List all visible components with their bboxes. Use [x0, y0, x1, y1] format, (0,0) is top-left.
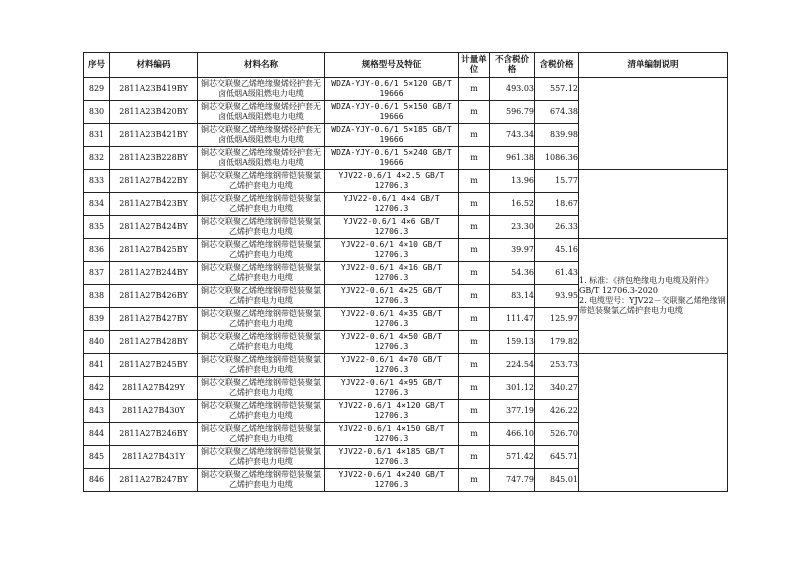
row-unit: m: [459, 423, 490, 446]
header-note: 清单编制说明: [579, 53, 728, 78]
row-code: 2811A27B247BY: [110, 469, 198, 492]
row-seq: 840: [84, 331, 110, 354]
header-seq: 序号: [84, 53, 110, 78]
row-code: 2811A27B427BY: [110, 308, 198, 331]
row-unit: m: [459, 285, 490, 308]
row-spec: YJV22-0.6/1 4×25 GB/T 12706.3: [325, 285, 459, 308]
row-spec: YJV22-0.6/1 4×35 GB/T 12706.3: [325, 308, 459, 331]
row-seq: 829: [84, 78, 110, 101]
row-unit: m: [459, 400, 490, 423]
row-spec: YJV22-0.6/1 4×16 GB/T 12706.3: [325, 262, 459, 285]
row-spec: YJV22-0.6/1 4×95 GB/T 12706.3: [325, 377, 459, 400]
row-name: 铜芯交联聚乙烯绝缘钢带铠装聚氯乙烯护套电力电缆: [198, 400, 325, 423]
table-body: [84, 78, 728, 492]
row-code: 2811A27B425BY: [110, 239, 198, 262]
row-price-ex: 466.10: [490, 423, 535, 446]
row-price-in: 839.98: [535, 124, 579, 147]
note-cell-empty: [579, 170, 728, 239]
row-name: 铜芯交联聚乙烯绝缘钢带铠装聚氯乙烯护套电力电缆: [198, 469, 325, 492]
row-seq: 838: [84, 285, 110, 308]
row-unit: m: [459, 331, 490, 354]
note-cell-empty: [579, 78, 728, 170]
row-code: 2811A27B424BY: [110, 216, 198, 239]
row-name: 铜芯交联聚乙烯绝缘钢带铠装聚氯乙烯护套电力电缆: [198, 193, 325, 216]
row-price-ex: 83.14: [490, 285, 535, 308]
row-price-ex: 596.79: [490, 101, 535, 124]
row-price-in: 45.16: [535, 239, 579, 262]
row-price-in: 426.22: [535, 400, 579, 423]
row-unit: m: [459, 101, 490, 124]
row-code: 2811A23B421BY: [110, 124, 198, 147]
row-seq: 835: [84, 216, 110, 239]
row-name: 铜芯交联聚乙烯绝缘聚烯烃护套无卤低烟A级阻燃电力电缆: [198, 101, 325, 124]
header-spec: 规格型号及特征: [325, 53, 459, 78]
row-spec: YJV22-0.6/1 4×6 GB/T 12706.3: [325, 216, 459, 239]
row-price-in: 674.38: [535, 101, 579, 124]
row-spec: WDZA-YJY-0.6/1 5×240 GB/T 19666: [325, 147, 459, 170]
row-code: 2811A27B423BY: [110, 193, 198, 216]
header-unit: 计量单位: [459, 53, 490, 78]
row-price-in: 15.77: [535, 170, 579, 193]
row-unit: m: [459, 239, 490, 262]
row-code: 2811A27B429Y: [110, 377, 198, 400]
row-code: 2811A27B246BY: [110, 423, 198, 446]
row-price-in: 253.73: [535, 354, 579, 377]
row-unit: m: [459, 377, 490, 400]
note-line-1: 1. 标准：《挤包绝缘电力电缆及附件》GB/T 12706.3-2020: [579, 276, 714, 295]
row-name: 铜芯交联聚乙烯绝缘钢带铠装聚氯乙烯护套电力电缆: [198, 239, 325, 262]
row-spec: YJV22-0.6/1 4×150 GB/T 12706.3: [325, 423, 459, 446]
row-name: 铜芯交联聚乙烯绝缘钢带铠装聚氯乙烯护套电力电缆: [198, 308, 325, 331]
row-price-in: 26.33: [535, 216, 579, 239]
row-price-in: 645.71: [535, 446, 579, 469]
row-price-in: 1086.36: [535, 147, 579, 170]
row-seq: 841: [84, 354, 110, 377]
row-spec: WDZA-YJY-0.6/1 5×150 GB/T 19666: [325, 101, 459, 124]
table-row: [84, 239, 728, 262]
row-unit: m: [459, 193, 490, 216]
header-name: 材料名称: [198, 53, 325, 78]
row-seq: 845: [84, 446, 110, 469]
row-code: 2811A27B430Y: [110, 400, 198, 423]
row-name: 铜芯交联聚乙烯绝缘钢带铠装聚氯乙烯护套电力电缆: [198, 423, 325, 446]
row-spec: YJV22-0.6/1 4×120 GB/T 12706.3: [325, 400, 459, 423]
row-price-in: 179.82: [535, 331, 579, 354]
row-price-in: 557.12: [535, 78, 579, 101]
row-price-ex: 493.03: [490, 78, 535, 101]
header-row: [84, 53, 728, 78]
row-seq: 836: [84, 239, 110, 262]
row-spec: WDZA-YJY-0.6/1 5×120 GB/T 19666: [325, 78, 459, 101]
row-price-ex: 13.96: [490, 170, 535, 193]
row-unit: m: [459, 262, 490, 285]
table-row: [84, 354, 728, 377]
row-spec: YJV22-0.6/1 4×70 GB/T 12706.3: [325, 354, 459, 377]
row-seq: 843: [84, 400, 110, 423]
row-unit: m: [459, 308, 490, 331]
row-seq: 844: [84, 423, 110, 446]
row-unit: m: [459, 469, 490, 492]
row-price-ex: 111.47: [490, 308, 535, 331]
header-price-in: 含税价格: [535, 53, 579, 78]
note-line-2: 2. 电缆型号：YJV22－交联聚乙烯绝缘钢带铠装聚氯乙烯护套电力电缆: [579, 296, 726, 315]
row-name: 铜芯交联聚乙烯绝缘钢带铠装聚氯乙烯护套电力电缆: [198, 216, 325, 239]
row-name: 铜芯交联聚乙烯绝缘聚烯烃护套无卤低烟A级阻燃电力电缆: [198, 147, 325, 170]
row-price-ex: 571.42: [490, 446, 535, 469]
row-code: 2811A27B426BY: [110, 285, 198, 308]
row-seq: 833: [84, 170, 110, 193]
header-code: 材料编码: [110, 53, 198, 78]
row-unit: m: [459, 147, 490, 170]
row-unit: m: [459, 170, 490, 193]
row-code: 2811A27B244BY: [110, 262, 198, 285]
row-code: 2811A27B245BY: [110, 354, 198, 377]
row-price-in: 93.95: [535, 285, 579, 308]
row-spec: YJV22-0.6/1 4×2.5 GB/T 12706.3: [325, 170, 459, 193]
row-spec: WDZA-YJY-0.6/1 5×185 GB/T 19666: [325, 124, 459, 147]
row-code: 2811A23B419BY: [110, 78, 198, 101]
row-unit: m: [459, 216, 490, 239]
row-price-ex: 54.36: [490, 262, 535, 285]
row-code: 2811A27B422BY: [110, 170, 198, 193]
row-seq: 832: [84, 147, 110, 170]
table-row: [84, 170, 728, 193]
row-spec: YJV22-0.6/1 4×50 GB/T 12706.3: [325, 331, 459, 354]
row-seq: 830: [84, 101, 110, 124]
row-unit: m: [459, 78, 490, 101]
table-row: [84, 78, 728, 101]
row-name: 铜芯交联聚乙烯绝缘钢带铠装聚氯乙烯护套电力电缆: [198, 170, 325, 193]
row-price-ex: 377.19: [490, 400, 535, 423]
row-name: 铜芯交联聚乙烯绝缘钢带铠装聚氯乙烯护套电力电缆: [198, 354, 325, 377]
row-unit: m: [459, 446, 490, 469]
row-seq: 842: [84, 377, 110, 400]
row-unit: m: [459, 124, 490, 147]
row-spec: YJV22-0.6/1 4×4 GB/T 12706.3: [325, 193, 459, 216]
row-price-ex: 224.54: [490, 354, 535, 377]
header-price-ex: 不含税价 格: [490, 53, 535, 78]
row-name: 铜芯交联聚乙烯绝缘聚烯烃护套无卤低烟A级阻燃电力电缆: [198, 78, 325, 101]
row-price-in: 61.43: [535, 262, 579, 285]
row-name: 铜芯交联聚乙烯绝缘钢带铠装聚氯乙烯护套电力电缆: [198, 331, 325, 354]
row-price-in: 125.97: [535, 308, 579, 331]
row-seq: 839: [84, 308, 110, 331]
row-price-ex: 159.13: [490, 331, 535, 354]
row-name: 铜芯交联聚乙烯绝缘聚烯烃护套无卤低烟A级阻燃电力电缆: [198, 124, 325, 147]
note-cell-empty: [579, 354, 728, 492]
row-price-ex: 747.79: [490, 469, 535, 492]
row-name: 铜芯交联聚乙烯绝缘钢带铠装聚氯乙烯护套电力电缆: [198, 285, 325, 308]
row-seq: 837: [84, 262, 110, 285]
row-seq: 834: [84, 193, 110, 216]
row-price-ex: 23.30: [490, 216, 535, 239]
row-code: 2811A27B428BY: [110, 331, 198, 354]
row-price-ex: 301.12: [490, 377, 535, 400]
row-price-ex: 16.52: [490, 193, 535, 216]
row-name: 铜芯交联聚乙烯绝缘钢带铠装聚氯乙烯护套电力电缆: [198, 377, 325, 400]
row-seq: 831: [84, 124, 110, 147]
row-code: 2811A23B420BY: [110, 101, 198, 124]
row-spec: YJV22-0.6/1 4×10 GB/T 12706.3: [325, 239, 459, 262]
row-price-in: 340.27: [535, 377, 579, 400]
row-spec: YJV22-0.6/1 4×240 GB/T 12706.3: [325, 469, 459, 492]
row-code: 2811A27B431Y: [110, 446, 198, 469]
price-list-table: [83, 52, 728, 492]
row-code: 2811A23B228BY: [110, 147, 198, 170]
row-seq: 846: [84, 469, 110, 492]
row-price-in: 845.01: [535, 469, 579, 492]
row-price-ex: 961.38: [490, 147, 535, 170]
row-name: 铜芯交联聚乙烯绝缘钢带铠装聚氯乙烯护套电力电缆: [198, 446, 325, 469]
row-price-ex: 39.97: [490, 239, 535, 262]
row-price-ex: 743.34: [490, 124, 535, 147]
row-name: 铜芯交联聚乙烯绝缘钢带铠装聚氯乙烯护套电力电缆: [198, 262, 325, 285]
row-spec: YJV22-0.6/1 4×185 GB/T 12706.3: [325, 446, 459, 469]
note-cell: [579, 239, 728, 354]
row-price-in: 18.67: [535, 193, 579, 216]
row-price-in: 526.70: [535, 423, 579, 446]
row-unit: m: [459, 354, 490, 377]
